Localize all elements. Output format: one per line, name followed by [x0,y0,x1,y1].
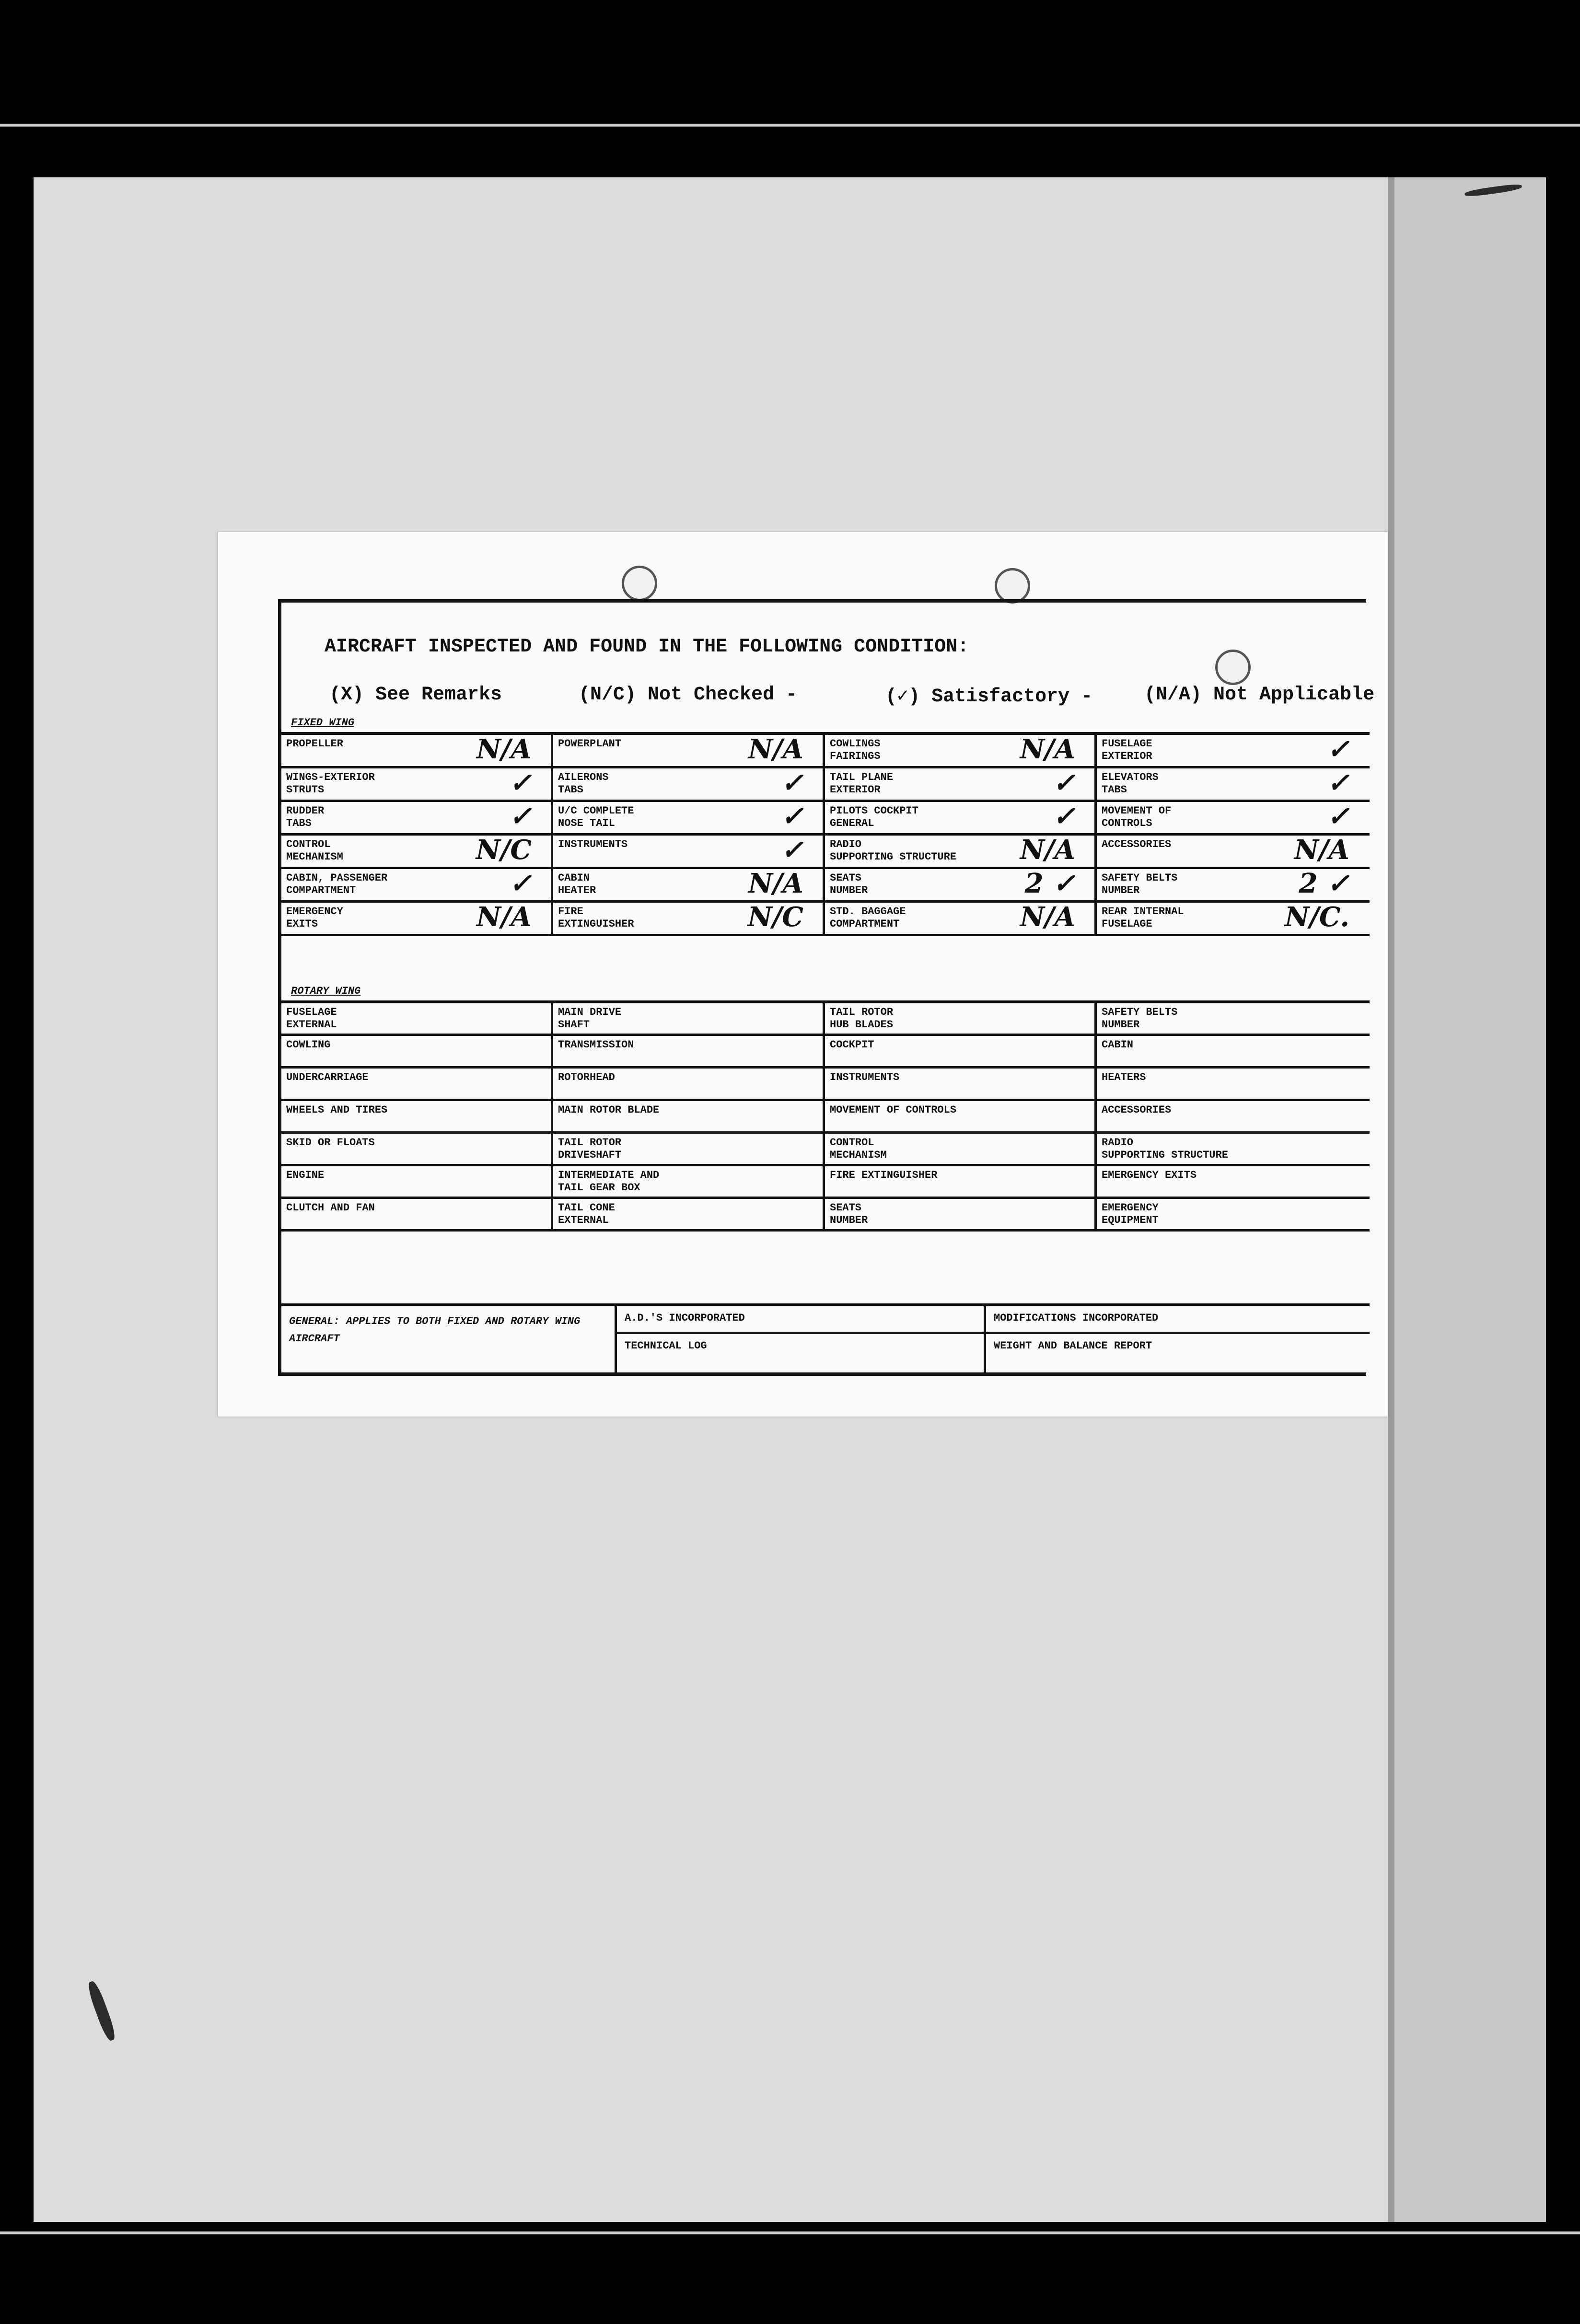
rotary-wing-row [281,1199,1370,1232]
rotary-cell-instruments: INSTRUMENTS [825,1069,1097,1099]
item-label: INSTRUMENTS [558,838,628,850]
general-section [281,1303,1370,1373]
fixed-cell-propeller [281,735,553,766]
legend-satisfactory: (✓) Satisfactory - [885,686,1093,708]
fixed-wing-label: FIXED WING [291,717,355,729]
item-label: POWERPLANT [558,738,622,750]
handwritten-mark: ✓ [1327,801,1349,832]
handwritten-mark: N/A [476,901,532,933]
item-label: AILERONS TABS [558,771,609,796]
item-label: PILOTS COCKPIT GENERAL [830,805,918,829]
item-label: CABIN, PASSENGER COMPARTMENT [286,872,388,896]
handwritten-mark: ✓ [781,834,803,866]
item-label: MOVEMENT OF CONTROLS [1102,805,1172,829]
fixed-cell-elevators-tabs [1097,768,1369,800]
punch-hole [622,566,657,601]
item-label: FIRE EXTINGUISHER [558,906,634,930]
item-label: REAR INTERNAL FUSELAGE [1102,906,1184,930]
rotary-cell-cockpit: COCKPIT [825,1036,1097,1066]
fixed-cell-powerplant [553,735,825,766]
rotary-cell-clutch-and-fan: CLUTCH AND FAN [281,1199,553,1229]
fixed-cell-instruments [553,836,825,867]
rotary-cell-cabin: CABIN [1102,1039,1134,1051]
fixed-cell-accessories [1097,836,1369,867]
rotary-cell-main-drive-shaft: MAIN DRIVE SHAFT [553,1003,825,1034]
fixed-cell-safety-belts-number [1097,869,1369,900]
handwritten-mark: N/A [1294,834,1349,866]
fixed-wing-row [281,869,1370,903]
handwritten-mark: N/A [476,733,532,765]
rotary-wing-row [281,1069,1370,1101]
item-label: PROPELLER [286,738,343,750]
general-label: GENERAL: APPLIES TO BOTH FIXED AND ROTARY WING AIRCRAFT [281,1306,617,1373]
fixed-cell-fuselage-exterior [1097,735,1369,766]
fixed-cell-wings-exterior-struts [281,768,553,800]
inspection-card [218,532,1388,1417]
modifications-incorporated: MODIFICATIONS INCORPORATED [986,1306,1370,1334]
rotary-wing-grid [281,1000,1370,1232]
item-label: TAIL PLANE EXTERIOR [830,771,894,796]
fixed-cell-cabin-passenger-compartment [281,869,553,900]
item-label: SEATS NUMBER [830,872,868,896]
fixed-cell-u-c-complete-nose-tail [553,802,825,833]
handwritten-mark: N/A [1020,733,1075,765]
handwritten-mark: 2 ✓ [1024,868,1075,899]
rotary-cell-emergency-equipment: EMERGENCY EQUIPMENT [1102,1202,1159,1226]
rotary-cell-intermediate-and-tail-gear-box: INTERMEDIATE AND TAIL GEAR BOX [553,1166,825,1197]
handwritten-mark: 2 ✓ [1299,868,1349,899]
film-frame-top [0,124,1580,127]
fixed-wing-row [281,903,1370,936]
fixed-cell-std-baggage-compartment [825,903,1097,934]
handwritten-mark: N/C [747,901,803,933]
item-label: RADIO SUPPORTING STRUCTURE [830,838,957,863]
board-edge [1388,177,1546,2222]
rotary-cell-accessories: ACCESSORIES [1102,1104,1172,1116]
item-label: COWLINGS FAIRINGS [830,738,881,762]
rotary-wing-label: ROTARY WING [291,985,361,997]
rotary-cell-movement-of-controls: MOVEMENT OF CONTROLS [825,1101,1097,1131]
item-label: U/C COMPLETE NOSE TAIL [558,805,634,829]
fixed-wing-row [281,802,1370,836]
rotary-cell-radio-supporting-structure: RADIO SUPPORTING STRUCTURE [1102,1137,1229,1161]
fixed-cell-radio-supporting-structure [825,836,1097,867]
ads-incorporated: A.D.'S INCORPORATED [617,1306,984,1334]
fixed-cell-ailerons-tabs [553,768,825,800]
rotary-cell-wheels-and-tires: WHEELS AND TIRES [281,1101,553,1131]
rotary-cell-control-mechanism: CONTROL MECHANISM [825,1134,1097,1164]
item-label: WINGS-EXTERIOR STRUTS [286,771,375,796]
handwritten-mark: ✓ [1327,733,1349,765]
rotary-cell-emergency-exits: EMERGENCY EXITS [1102,1169,1197,1181]
fixed-cell-rudder-tabs [281,802,553,833]
item-label: SAFETY BELTS NUMBER [1102,872,1178,896]
film-frame-bottom [0,2231,1580,2234]
rotary-wing-row [281,1134,1370,1166]
fixed-cell-rear-internal-fuselage [1097,903,1369,934]
legend-not-checked: (N/C) Not Checked - [579,684,798,706]
fixed-cell-seats-number [825,869,1097,900]
fixed-cell-pilots-cockpit-general [825,802,1097,833]
rotary-wing-row [281,1036,1370,1069]
fixed-wing-row [281,768,1370,802]
technical-log: TECHNICAL LOG [625,1340,707,1352]
rotary-cell-skid-or-floats: SKID OR FLOATS [281,1134,553,1164]
item-label: ELEVATORS TABS [1102,771,1159,796]
handwritten-mark: N/A [748,868,803,899]
rotary-wing-row [281,1101,1370,1134]
rotary-cell-tail-rotor-driveshaft: TAIL ROTOR DRIVESHAFT [553,1134,825,1164]
item-label: CONTROL MECHANISM [286,838,343,863]
rotary-cell-safety-belts-number: SAFETY BELTS NUMBER [1102,1006,1178,1031]
fixed-cell-movement-of-controls [1097,802,1369,833]
rotary-wing-row [281,1166,1370,1199]
rotary-cell-undercarriage: UNDERCARRIAGE [281,1069,553,1099]
rotary-cell-main-rotor-blade: MAIN ROTOR BLADE [553,1101,825,1131]
rotary-cell-engine: ENGINE [281,1166,553,1197]
rotary-cell-tail-cone-external: TAIL CONE EXTERNAL [553,1199,825,1229]
handwritten-mark: N/A [1020,834,1075,866]
rotary-cell-fire-extinguisher: FIRE EXTINGUISHER [825,1166,1097,1197]
item-label: CABIN HEATER [558,872,596,896]
item-label: FUSELAGE EXTERIOR [1102,738,1152,762]
fixed-cell-tail-plane-exterior [825,768,1097,800]
handwritten-mark: N/A [748,733,803,765]
rotary-cell-tail-rotor-hub-blades: TAIL ROTOR HUB BLADES [825,1003,1097,1034]
weight-balance-report: WEIGHT AND BALANCE REPORT [994,1340,1152,1352]
fixed-wing-grid [281,732,1370,936]
handwritten-mark: ✓ [781,801,803,832]
handwritten-mark: N/C. [1285,901,1349,933]
rotary-cell-cowling: COWLING [281,1036,553,1066]
rotary-cell-fuselage-external: FUSELAGE EXTERNAL [281,1003,553,1034]
fixed-cell-cowlings-fairings [825,735,1097,766]
handwritten-mark: ✓ [1053,801,1075,832]
rotary-cell-transmission: TRANSMISSION [553,1036,825,1066]
rotary-cell-seats-number: SEATS NUMBER [825,1199,1097,1229]
fixed-cell-cabin-heater [553,869,825,900]
item-label: RUDDER TABS [286,805,325,829]
rotary-cell-heaters: HEATERS [1102,1071,1146,1083]
handwritten-mark: ✓ [509,767,532,799]
rotary-wing-row [281,1003,1370,1036]
legend-remarks: (X) See Remarks [329,684,502,706]
handwritten-mark: ✓ [1327,767,1349,799]
punch-hole [995,568,1030,604]
handwritten-mark: N/C [476,834,532,866]
fixed-cell-control-mechanism [281,836,553,867]
inspection-form [278,599,1375,1376]
legend-not-applicable: (N/A) Not Applicable [1144,684,1375,706]
handwritten-mark: ✓ [509,801,532,832]
handwritten-mark: N/A [1020,901,1075,933]
item-label: ACCESSORIES [1102,838,1172,850]
handwritten-mark: ✓ [509,868,532,899]
handwritten-mark: ✓ [1053,767,1075,799]
item-label: STD. BAGGAGE COMPARTMENT [830,906,906,930]
form-header: AIRCRAFT INSPECTED AND FOUND IN THE FOLLOWING CONDITION: [325,636,969,658]
fixed-cell-emergency-exits [281,903,553,934]
fixed-wing-row [281,735,1370,768]
handwritten-mark: ✓ [781,767,803,799]
rotary-cell-rotorhead: ROTORHEAD [553,1069,825,1099]
fixed-cell-fire-extinguisher [553,903,825,934]
fixed-wing-row [281,836,1370,869]
item-label: EMERGENCY EXITS [286,906,343,930]
